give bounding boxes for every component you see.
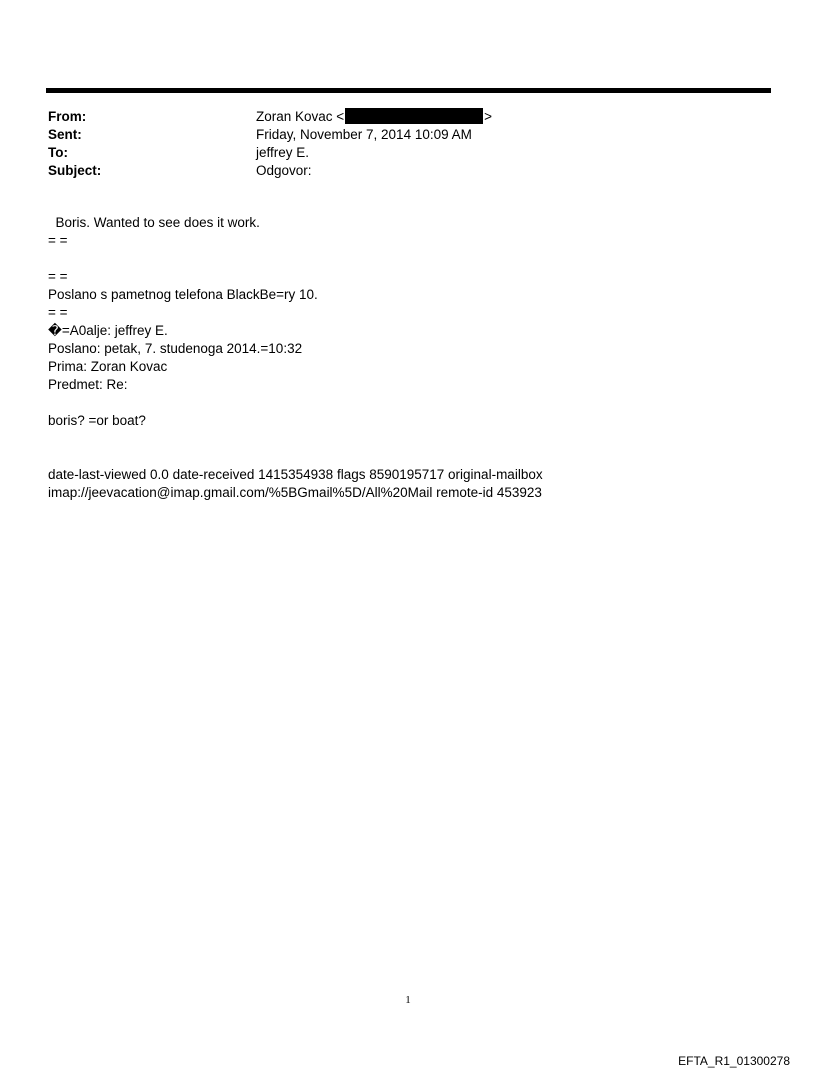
- sent-label: Sent:: [48, 127, 82, 142]
- page-number: 1: [405, 994, 411, 1006]
- body-line: = =: [48, 305, 68, 320]
- body-line: �=A0alje: jeffrey E.: [48, 323, 168, 338]
- to-label: To:: [48, 145, 68, 160]
- blank-line: [48, 448, 768, 466]
- subject-value: Odgovor:: [256, 163, 312, 178]
- body-line: Prima: Zoran Kovac: [48, 359, 168, 374]
- metadata-line: date-last-viewed 0.0 date-received 1415354938 flags 8590195717 original-mailbox: [48, 467, 543, 482]
- from-name: Zoran Kovac <: [256, 109, 345, 124]
- sent-row: [48, 126, 492, 144]
- to-value: jeffrey E.: [256, 145, 310, 160]
- body-line: Poslano: petak, 7. studenoga 2014.=10:32: [48, 341, 303, 356]
- body-line: = =: [48, 269, 68, 284]
- from-label: From:: [48, 109, 87, 124]
- subject-row: [48, 162, 492, 180]
- from-value: [256, 108, 492, 126]
- email-body: [48, 214, 768, 502]
- sent-value: Friday, November 7, 2014 10:09 AM: [256, 127, 472, 142]
- blank-line: [48, 430, 768, 448]
- from-close: >: [484, 109, 493, 124]
- metadata-line: imap://jeevacation@imap.gmail.com/%5BGmail%5D/All%20Mail remote-id 453923: [48, 485, 542, 500]
- blank-line: [48, 250, 768, 268]
- body-line: Poslano s pametnog telefona BlackBe=ry 10.: [48, 287, 318, 302]
- from-row: [48, 108, 492, 126]
- body-line: Boris. Wanted to see does it work.: [48, 215, 260, 230]
- document-id: EFTA_R1_01300278: [678, 1054, 790, 1068]
- body-line: boris? =or boat?: [48, 413, 146, 428]
- body-line: Predmet: Re:: [48, 377, 128, 392]
- to-row: [48, 144, 492, 162]
- redaction-block: [345, 108, 483, 124]
- header-divider: [46, 88, 771, 93]
- body-line: = =: [48, 233, 68, 248]
- email-header: [48, 108, 492, 180]
- subject-label: Subject:: [48, 163, 102, 178]
- blank-line: [48, 394, 768, 412]
